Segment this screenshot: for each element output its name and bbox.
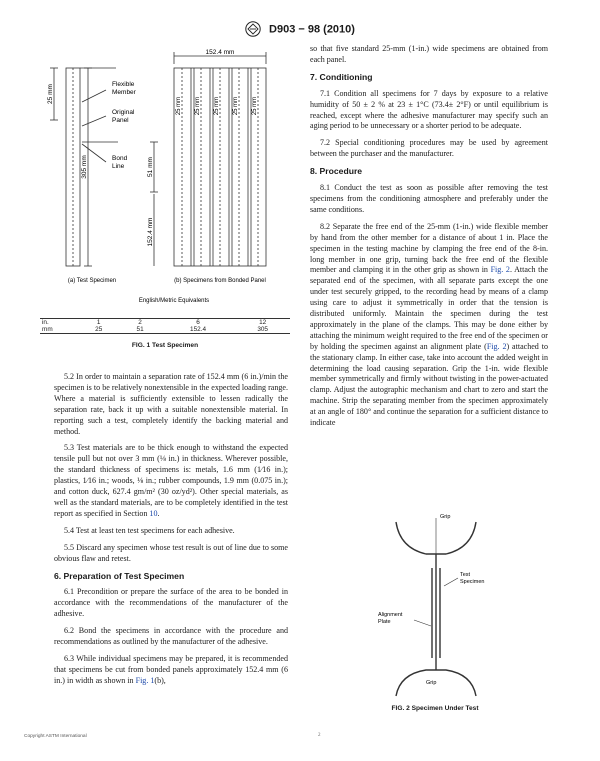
subcaption-a: (a) Test Specimen (67, 278, 117, 284)
heading-section-8: 8. Procedure (310, 166, 363, 177)
figure-2-caption: FIG. 2 Specimen Under Test (391, 705, 479, 712)
figure-1-caption: FIG. 1 Test Specimen (131, 342, 199, 349)
para-7-2: 7.2 Special conditioning procedures may be used by agreement between the purchaser and the manufacturer. (310, 138, 548, 159)
dim-25-b3: 25 mm (214, 96, 220, 116)
equivalents-title: English/Metric Equivalents (138, 298, 210, 304)
para-8-2: 8.2 Separate the free end of the 25-mm (1-in.) wide flexible member by hand from the other member for a distance of about 1 in. Place the specimen in the testing machine by clamping the free end of the 8-in. long member in one grip, turning back the free end of the flexible member and clamping it in the other grip as shown in Fig. 2. Attach the separated end of the specimen, with all separate parts except the one under test securely gripped, to the recording head by means of a clamp using care to adjust it symmetrically in order that the tension is distributed uniformly. Maintain the specimen during the test approximately in the plane of the clamps. This may be done either by attaching the minimum weight required to the free end of the specimen or by holding the specimen against an alignment plate (Fig. 2) attached to the stationary clamp. In either case, take into account the added weight in determining the load causing separation. Grip the 1-in. wide flexible member symmetrically and firmly without twisting in the power-actuated clamp. Adjust the autographic mechanism and chart to zero and start the machine. Strip the separating member from the specimen approximately at an angle of 180° and continue the separation for a sufficient distance to indicate (310, 221, 548, 428)
label-line: Line (112, 163, 125, 170)
para-5-5: 5.5 Discard any specimen whose test result is out of line due to some obvious flaw and retest. (54, 542, 288, 563)
label-bond: Bond (112, 155, 128, 162)
para-8-1: 8.1 Conduct the test as soon as possible after removing the test specimens from the conditioning atmosphere and preferably under the same conditions. (310, 183, 548, 214)
dim-top: 152.4 mm (205, 49, 235, 56)
label-plate: Plate (378, 619, 391, 625)
page-number: 2 (318, 733, 321, 738)
dim-152-vertical: 152.4 mm (147, 217, 154, 247)
dim-25-b4: 25 mm (233, 96, 239, 116)
heading-section-7: 7. Conditioning (310, 71, 373, 82)
table-row-inches: in. 1 2 6 12 (40, 319, 290, 327)
label-alignment: Alignment (378, 612, 403, 618)
para-5-3: 5.3 Test materials are to be thick enough to withstand the expected tensile pull but not over 3 mm (⅛ in.) in thickness. Wherever possible, the standard thickness of specimens is: metals, 1.6 mm (1⁄16 in.); plastics, 1⁄16 in.; woods, ⅛ in.; rubber compounds, 1.9 mm (0.075 in.); and cotton duck, 627.4 gm/m² (30 oz/yd²). Other special materials, as well as the standard materials, are to be completely identified in the test report as specified in Section 10. (54, 443, 288, 518)
label-grip-bottom: Grip (426, 680, 437, 686)
label-specimen: Specimen (460, 579, 485, 585)
left-column (54, 372, 288, 693)
copyright-footer: Copyright ASTM International (24, 734, 87, 739)
para-5-2: 5.2 In order to maintain a separation rate of 152.4 mm (6 in.)/min the specimen is to be relatively nonextensible in the expected loading range. Where a material is sufficiently extensible to lessen radically the separation rate, back it up with a suitable nonextensible material. In reporting such a test, completely identify the backing material and method. (54, 372, 288, 436)
fig-2-link-2[interactable]: Fig. 2 (486, 341, 507, 351)
dim-25-b2: 25 mm (195, 96, 201, 116)
dim-25-b1: 25 mm (176, 96, 182, 116)
dim-25-a: 25 mm (47, 84, 54, 104)
figure-1-drawing (26, 42, 288, 354)
figure-1 (26, 42, 288, 354)
astm-logo-icon (245, 21, 261, 37)
standard-designation: D903 − 98 (2010) (269, 23, 355, 36)
label-original: Original (112, 109, 135, 116)
table-row-mm: mm 25 51 152.4 305 (40, 326, 290, 334)
para-5-4: 5.4 Test at least ten test specimens for each adhesive. (64, 525, 235, 535)
figure-2 (356, 508, 516, 698)
equivalents-table (40, 318, 290, 349)
fig-1-link[interactable]: Fig. 1 (135, 675, 155, 685)
fig-2-link[interactable]: Fig. 2 (490, 265, 510, 275)
dim-25-b5: 25 mm (252, 96, 258, 116)
figure-2-drawing (356, 508, 516, 698)
label-flexible: Flexible (112, 81, 135, 88)
label-test: Test (460, 572, 471, 578)
label-grip-top: Grip (440, 514, 451, 520)
para-6-1: 6.1 Precondition or prepare the surface of the area to be bonded in accordance with the recommendations of the manufacturer of the adhesive. (54, 587, 288, 619)
dim-51: 51 mm (147, 157, 154, 177)
dim-305: 305 mm (81, 155, 88, 179)
para-6-3: 6.3 While individual specimens may be prepared, it is recommended that specimens be cut from bonded panels approximately 152.4 mm (6 in.) in width as shown in Fig. 1(b), (54, 653, 288, 685)
para-6-3-cont: so that five standard 25-mm (1-in.) wide specimens are obtained from each panel. (310, 44, 548, 64)
right-column (310, 44, 548, 435)
para-6-2: 6.2 Bond the specimens in accordance with the procedure and recommendations as outlined by the manufacturer of the adhesive. (54, 626, 288, 647)
heading-section-6: 6. Preparation of Test Specimen (54, 570, 185, 581)
subcaption-b: (b) Specimens from Bonded Panel (174, 278, 266, 284)
page-header (0, 20, 600, 38)
label-panel: Panel (112, 117, 129, 124)
label-member: Member (112, 89, 136, 96)
para-7-1: 7.1 Condition all specimens for 7 days by exposure to a relative humidity of 50 ± 2 % at 23 ± 1°C (73.4± 2°F) or until equilibrium is reached, except where the adhesive manufacturer may specify such an aging period to be unnecessary or a shorter period to be adequate. (310, 88, 548, 131)
section-10-link[interactable]: 10 (149, 508, 158, 518)
